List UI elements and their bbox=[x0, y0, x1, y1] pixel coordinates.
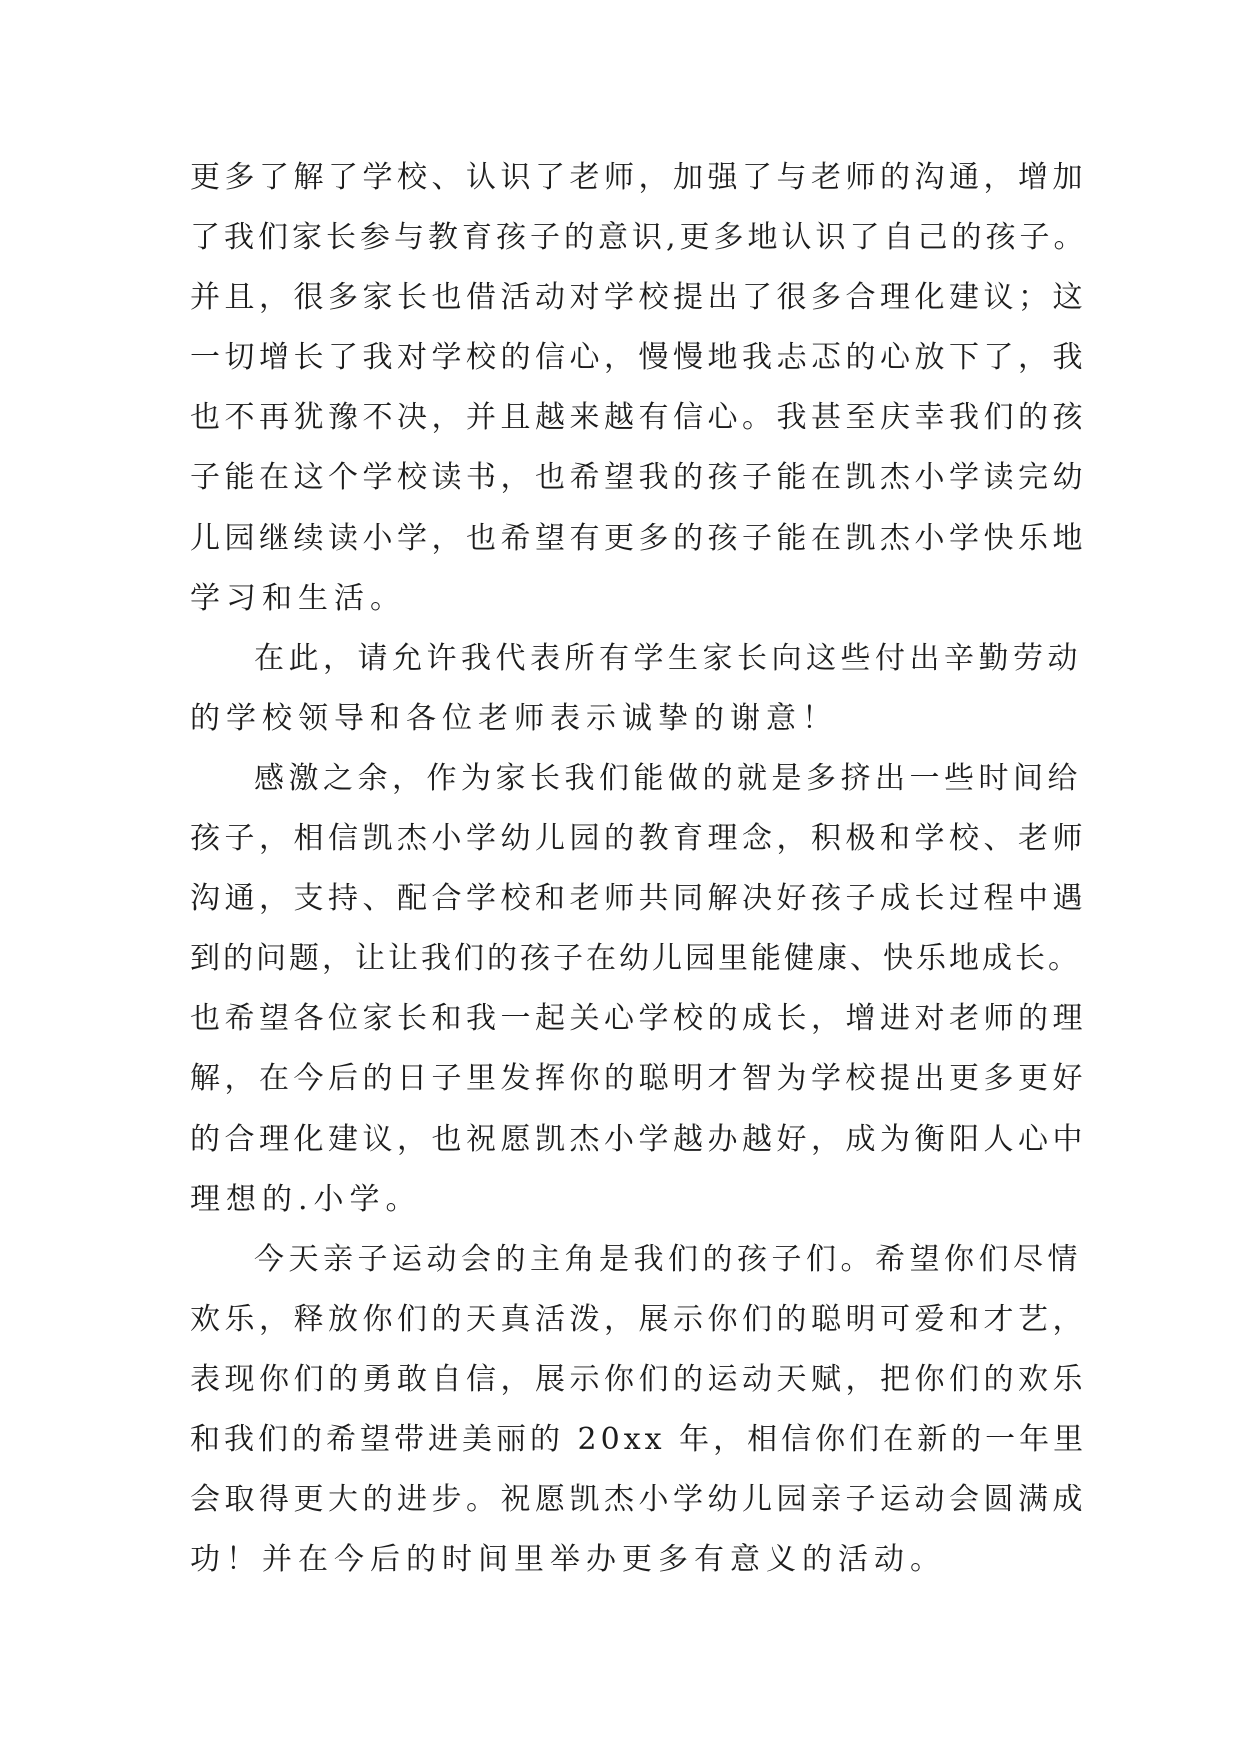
text-line: 和我们的希望带进美丽的 20xx 年，相信你们在新的一年里 bbox=[190, 1421, 1088, 1457]
text-line: 的合理化建议，也祝愿凯杰小学越办越好，成为衡阳人心中 bbox=[190, 1121, 1087, 1157]
text-line: 会取得更大的进步。祝愿凯杰小学幼儿园亲子运动会圆满成 bbox=[190, 1482, 1087, 1518]
text-line: 理想的.小学。 bbox=[190, 1181, 422, 1217]
text-line: 一切增长了我对学校的信心，慢慢地我忐忑的心放下了，我 bbox=[190, 340, 1087, 376]
text-line: 也不再犹豫不决，并且越来越有信心。我甚至庆幸我们的孩 bbox=[190, 400, 1087, 436]
text-line: 解，在今后的日子里发挥你的聪明才智为学校提出更多更好 bbox=[190, 1061, 1087, 1097]
text-line: 功！并在今后的时间里举办更多有意义的活动。 bbox=[190, 1542, 946, 1578]
text-line: 表现你们的勇敢自信，展示你们的运动天赋，把你们的欢乐 bbox=[190, 1361, 1087, 1397]
paragraph-first-line: 感激之余，作为家长我们能做的就是多挤出一些时间给 bbox=[254, 760, 1082, 796]
text-line: 子能在这个学校读书，也希望我的孩子能在凯杰小学读完幼 bbox=[190, 460, 1087, 496]
text-line: 儿园继续读小学，也希望有更多的孩子能在凯杰小学快乐地 bbox=[190, 520, 1087, 556]
paragraph-first-line: 在此，请允许我代表所有学生家长向这些付出辛勤劳动 bbox=[254, 640, 1082, 676]
text-line: 学习和生活。 bbox=[190, 580, 406, 616]
document-body bbox=[190, 158, 1090, 1600]
text-line: 的学校领导和各位老师表示诚挚的谢意！ bbox=[190, 700, 838, 736]
text-line: 并且，很多家长也借活动对学校提出了很多合理化建议；这 bbox=[190, 280, 1087, 316]
text-line: 了我们家长参与教育孩子的意识,更多地认识了自己的孩子。 bbox=[190, 220, 1088, 256]
text-line: 也希望各位家长和我一起关心学校的成长，增进对老师的理 bbox=[190, 1001, 1087, 1037]
text-line: 更多了解了学校、认识了老师，加强了与老师的沟通，增加 bbox=[190, 160, 1087, 195]
text-line: 欢乐，释放你们的天真活泼，展示你们的聪明可爱和才艺， bbox=[190, 1301, 1087, 1337]
text-line: 沟通，支持、配合学校和老师共同解决好孩子成长过程中遇 bbox=[190, 881, 1087, 917]
text-line: 到的问题，让让我们的孩子在幼儿园里能健康、快乐地成长。 bbox=[190, 941, 1081, 977]
paragraph-first-line: 今天亲子运动会的主角是我们的孩子们。希望你们尽情 bbox=[254, 1241, 1082, 1277]
text-line: 孩子，相信凯杰小学幼儿园的教育理念，积极和学校、老师 bbox=[190, 821, 1087, 857]
